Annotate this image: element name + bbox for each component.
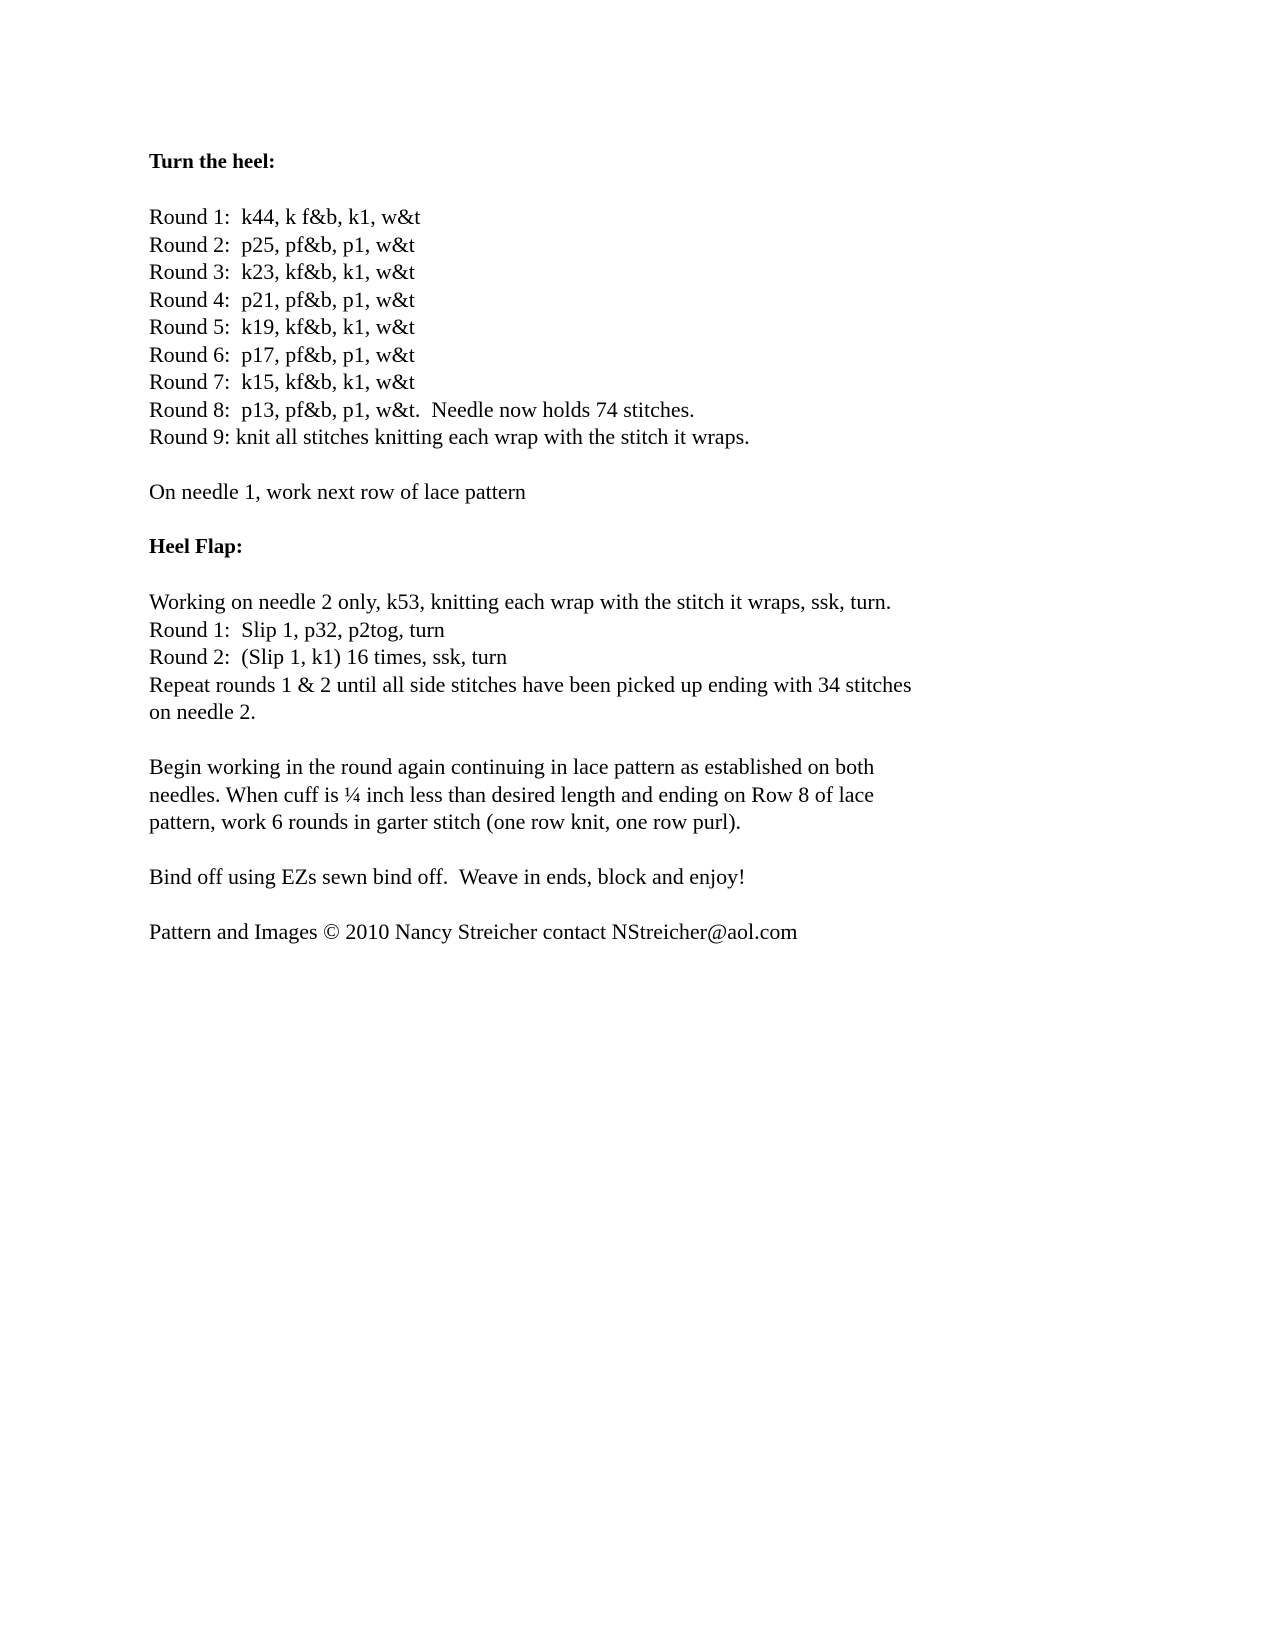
turn-heel-round-7: Round 7: k15, kf&b, k1, w&t	[149, 369, 415, 394]
turn-heel-heading: Turn the heel:	[149, 149, 276, 173]
turn-heel-round-9: Round 9: knit all stitches knitting each wrap with the stitch it wraps.	[149, 424, 750, 449]
turn-heel-round-5: Round 5: k19, kf&b, k1, w&t	[149, 314, 415, 339]
turn-heel-round-8: Round 8: p13, pf&b, p1, w&t. Needle now holds 74 stitches.	[149, 396, 695, 422]
spacer	[149, 451, 1149, 479]
continue-line-3: pattern, work 6 rounds in garter stitch (one row knit, one row purl).	[149, 809, 742, 834]
copyright-line: Pattern and Images © 2010 Nancy Streicher contact NStreicher@aol.com	[149, 919, 798, 944]
heel-flap-line-3: Round 2: (Slip 1, k1) 16 times, ssk, turn	[149, 644, 508, 669]
spacer	[149, 726, 1149, 754]
turn-heel-round-4: Round 4: p21, pf&b, p1, w&t	[149, 286, 415, 312]
turn-heel-round-3: Round 3: k23, kf&b, k1, w&t	[149, 259, 415, 284]
continue-line-1: Begin working in the round again continuing in lace pattern as established on both	[149, 754, 875, 779]
spacer	[149, 836, 1149, 864]
heel-flap-line-2: Round 1: Slip 1, p32, p2tog, turn	[149, 616, 445, 642]
spacer	[149, 506, 1149, 534]
turn-heel-round-1: Round 1: k44, k f&b, k1, w&t	[149, 204, 421, 229]
heel-flap-heading: Heel Flap:	[149, 534, 243, 558]
bind-off-line: Bind off using EZs sewn bind off. Weave in ends, block and enjoy!	[149, 864, 746, 889]
document-page	[149, 148, 1149, 946]
turn-heel-round-2: Round 2: p25, pf&b, p1, w&t	[149, 231, 415, 257]
spacer	[149, 176, 1149, 204]
spacer	[149, 561, 1149, 589]
heel-flap-repeat-2: on needle 2.	[149, 699, 256, 724]
heel-flap-line-1: Working on needle 2 only, k53, knitting each wrap with the stitch it wraps, ssk, turn.	[149, 589, 892, 614]
turn-heel-round-6: Round 6: p17, pf&b, p1, w&t	[149, 341, 415, 367]
spacer	[149, 891, 1149, 919]
heel-flap-repeat-1: Repeat rounds 1 & 2 until all side stitches have been picked up ending with 34 stitches	[149, 671, 912, 697]
needle-1-note: On needle 1, work next row of lace pattern	[149, 479, 526, 504]
continue-line-2: needles. When cuff is ¼ inch less than desired length and ending on Row 8 of lace	[149, 781, 875, 807]
